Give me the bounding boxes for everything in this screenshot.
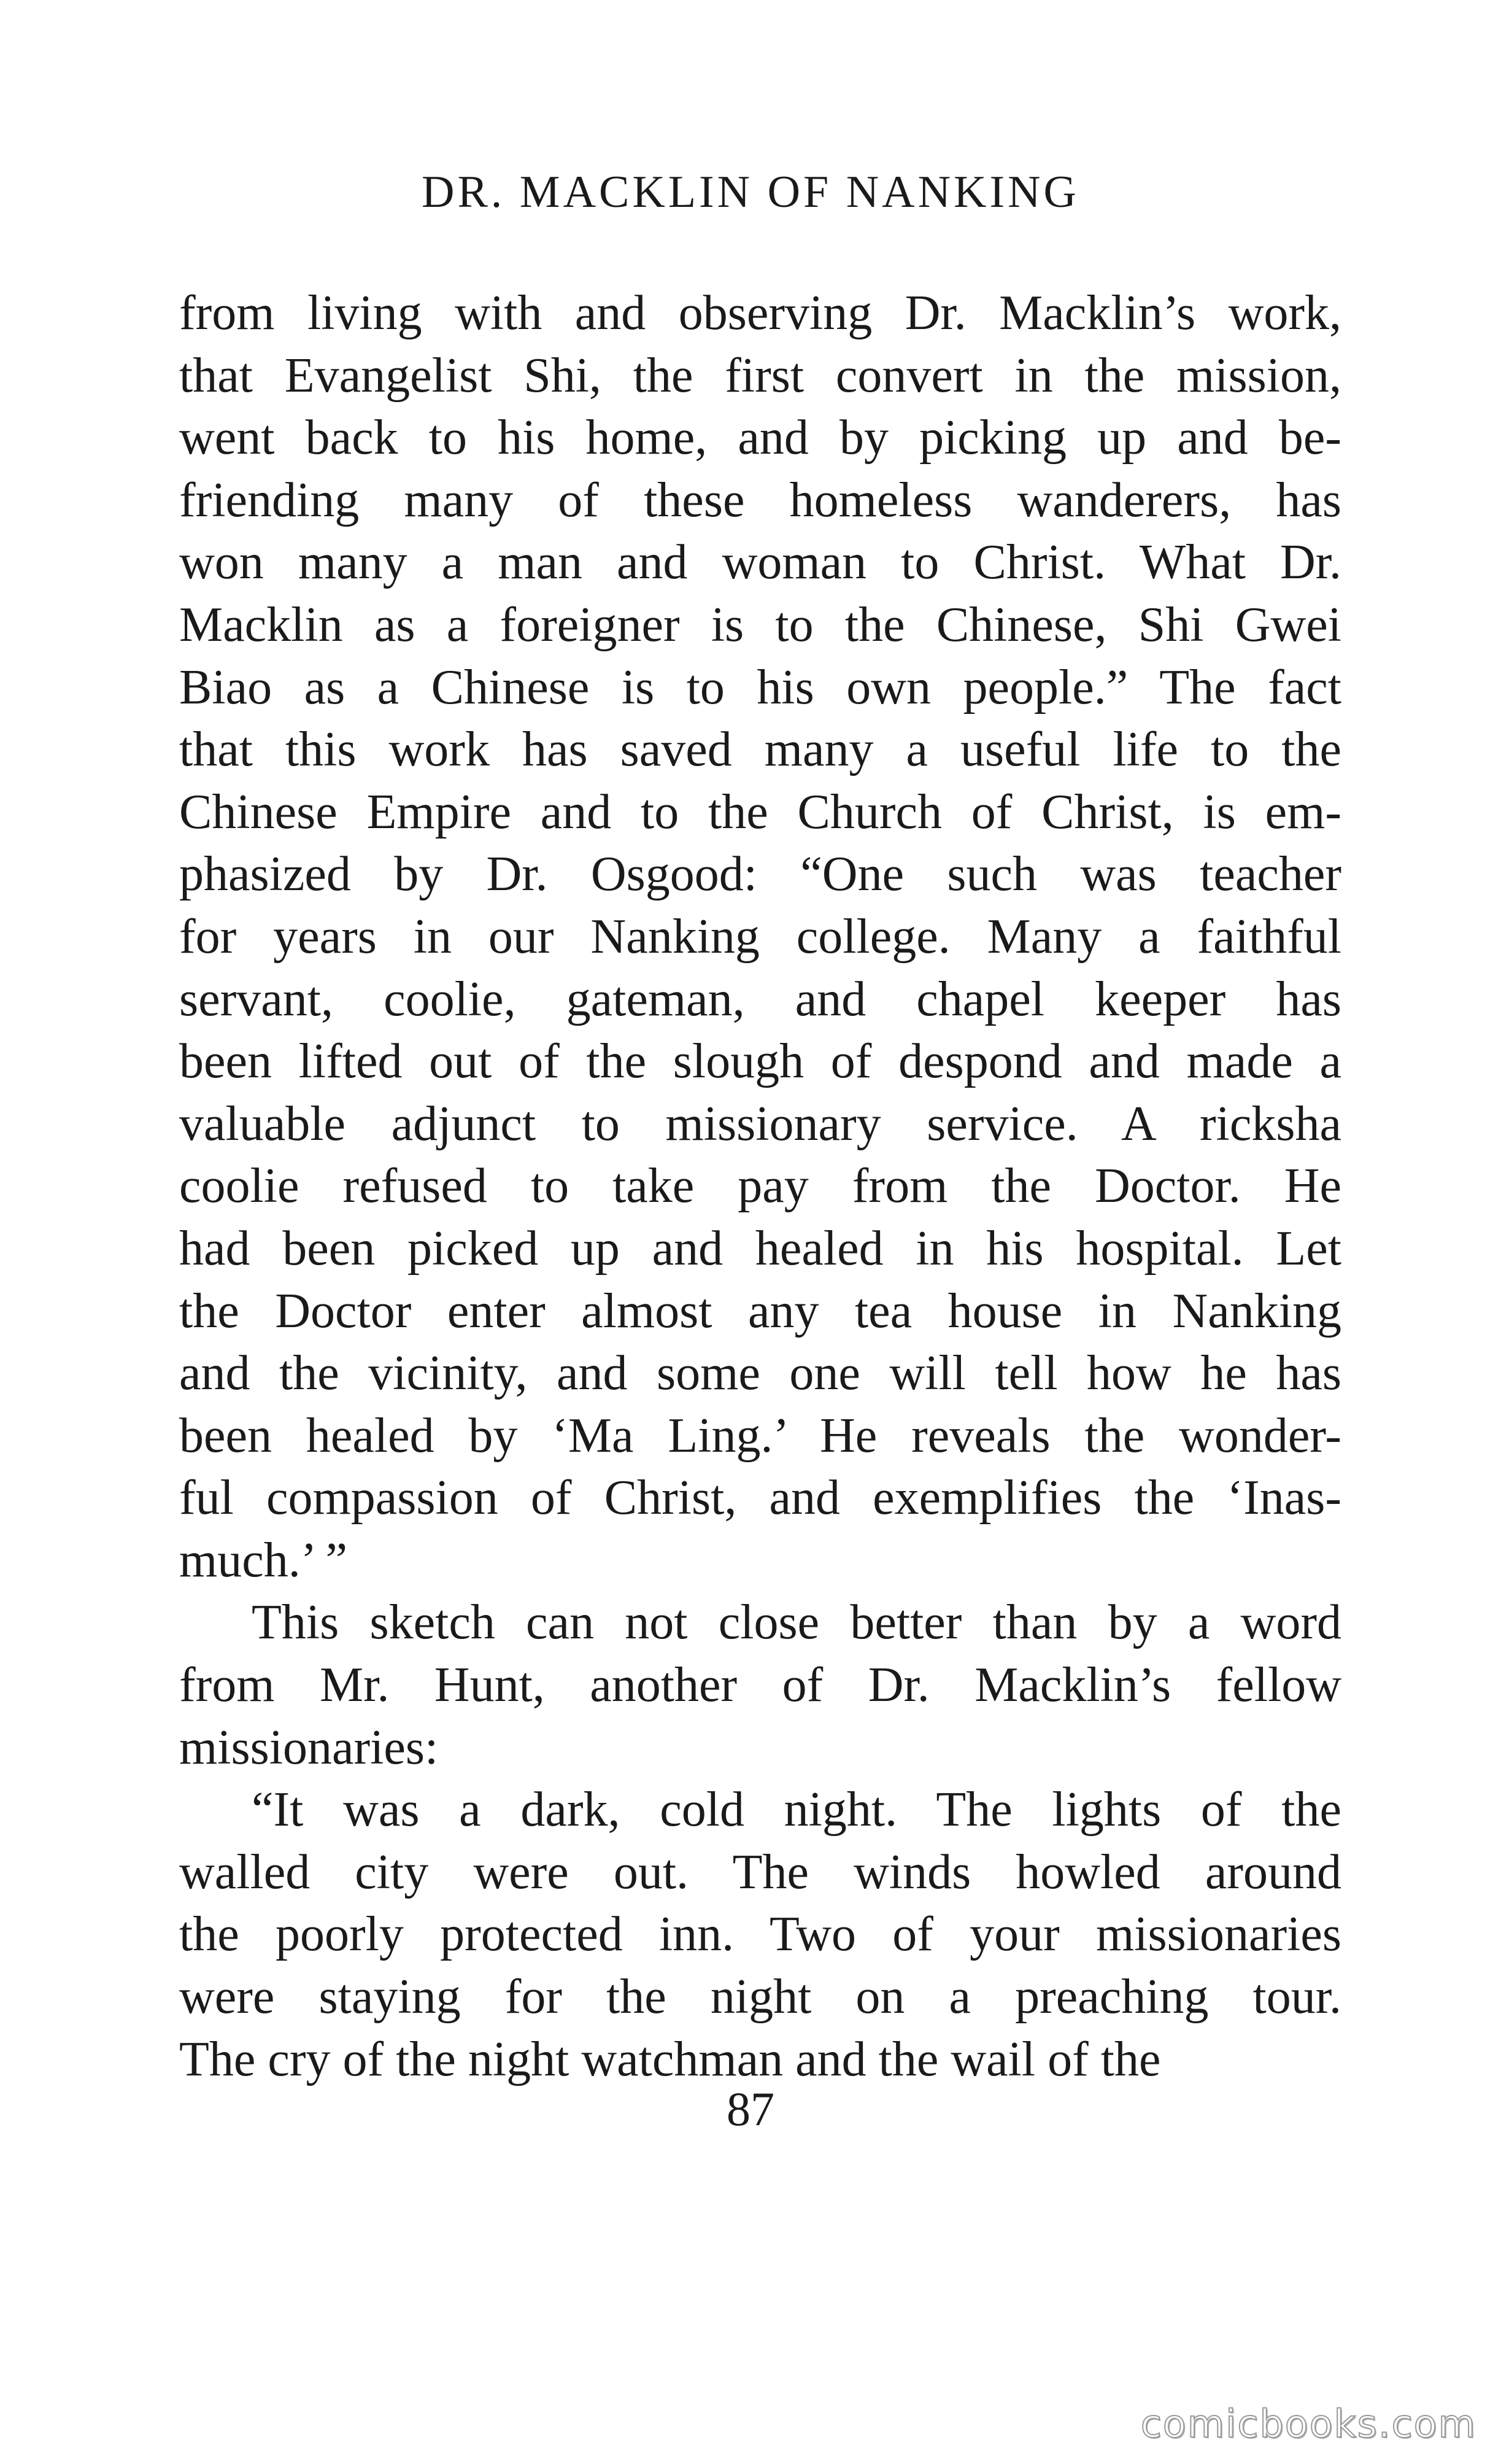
- text-line: walled city were out. The winds howled around: [179, 1845, 1341, 1899]
- text-line: been lifted out of the slough of despond and made a: [179, 1034, 1341, 1089]
- text-line: that this work has saved many a useful life to the: [179, 723, 1341, 777]
- text-line: that Evangelist Shi, the first convert in the mission,: [179, 348, 1341, 403]
- text-line: were staying for the night on a preaching tour.: [179, 1970, 1341, 2024]
- text-line: from living with and observing Dr. Macklin’s work,: [179, 286, 1341, 340]
- text-line: Macklin as a foreigner is to the Chinese, Shi Gwei: [179, 597, 1341, 652]
- paragraph: [179, 1779, 1341, 2091]
- page-number: 87: [727, 2082, 774, 2136]
- text-line: “It was a dark, cold night. The lights of the: [252, 1783, 1341, 1837]
- paragraph: [179, 1592, 1341, 1779]
- text-line: from Mr. Hunt, another of Dr. Macklin’s fellow: [179, 1658, 1341, 1713]
- text-line: missionaries:: [179, 1720, 439, 1775]
- text-line: had been picked up and healed in his hospital. Let: [179, 1221, 1341, 1276]
- text-line: been healed by ‘Ma Ling.’ He reveals the wonder-: [179, 1408, 1341, 1463]
- text-line: the poorly protected inn. Two of your missionaries: [179, 1907, 1341, 1962]
- text-line: the Doctor enter almost any tea house in Nanking: [179, 1284, 1341, 1338]
- text-line: went back to his home, and by picking up and be-: [179, 411, 1341, 465]
- text-line: and the vicinity, and some one will tell how he has: [179, 1346, 1341, 1401]
- text-line: won many a man and woman to Christ. What Dr.: [179, 535, 1341, 590]
- text-line: Biao as a Chinese is to his own people.” The fact: [179, 660, 1341, 715]
- text-line: servant, coolie, gateman, and chapel keeper has: [179, 972, 1341, 1026]
- text-line: for years in our Nanking college. Many a faithful: [179, 909, 1341, 964]
- text-line: Chinese Empire and to the Church of Christ, is em-: [179, 785, 1341, 839]
- text-line: phasized by Dr. Osgood: “One such was teacher: [179, 847, 1341, 902]
- text-line: This sketch can not close better than by a word: [252, 1595, 1341, 1650]
- paragraph: [179, 282, 1341, 1592]
- body-text: [179, 282, 1341, 2091]
- text-line: ful compassion of Christ, and exemplifies the ‘Inas-: [179, 1471, 1341, 1525]
- text-line: valuable adjunct to missionary service. A ricksha: [179, 1096, 1341, 1151]
- text-line: coolie refused to take pay from the Doctor. He: [179, 1159, 1341, 1214]
- running-head: DR. MACKLIN OF NANKING: [422, 167, 1079, 217]
- watermark-logo: comicbooks.com: [1140, 2401, 1476, 2446]
- text-line: The cry of the night watchman and the wail of the: [179, 2032, 1161, 2086]
- text-line: friending many of these homeless wanderers, has: [179, 473, 1341, 527]
- text-line: much.’ ”: [179, 1533, 347, 1587]
